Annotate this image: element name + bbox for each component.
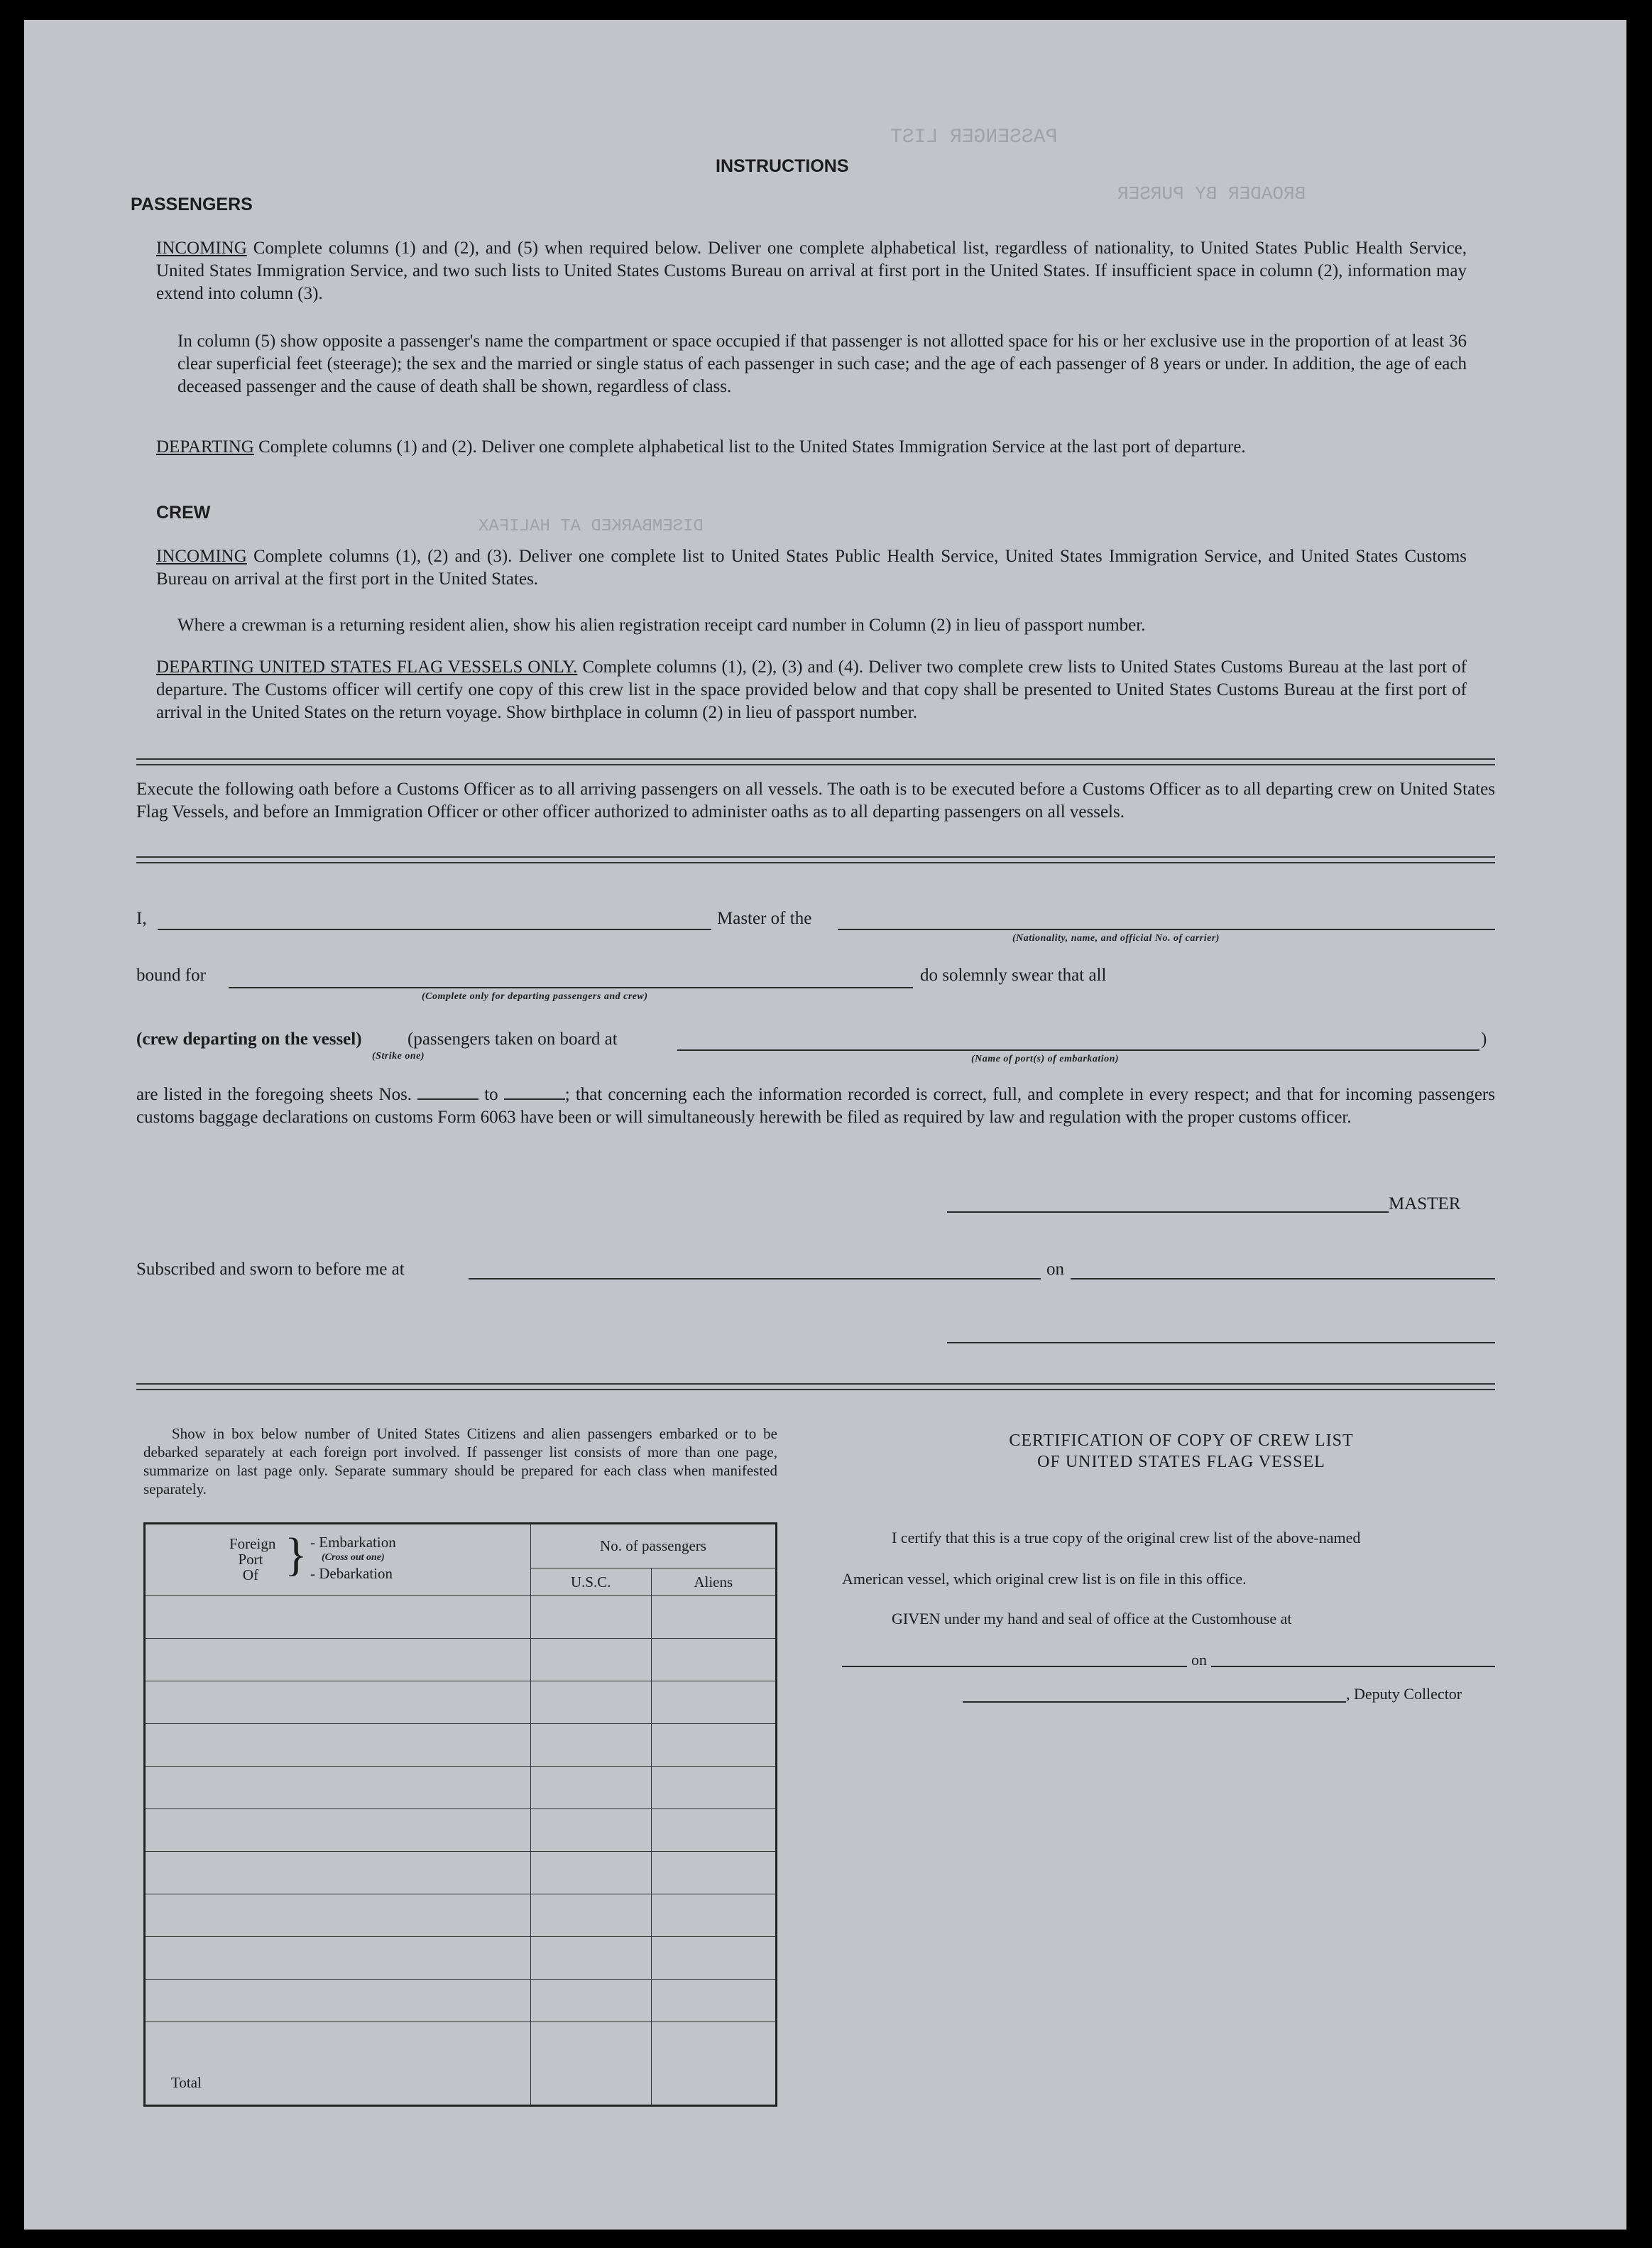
bound-for-field[interactable] <box>229 987 913 988</box>
section-divider <box>136 758 1495 765</box>
bleed-through-text: BROADER BY PURSER <box>1117 183 1306 204</box>
swear-text: do solemnly swear that all <box>920 966 1107 985</box>
table-row[interactable] <box>145 1724 777 1767</box>
passengers-departing-label: DEPARTING <box>156 437 254 457</box>
customhouse-field[interactable] <box>842 1666 1187 1667</box>
port-label: Port <box>238 1551 263 1568</box>
aliens-header: Aliens <box>651 1568 777 1596</box>
passengers-taken-option[interactable]: (passengers taken on board at <box>407 1030 618 1049</box>
passengers-column5-paragraph: In column (5) show opposite a passenger's name the compartment or space occupied if that passenger is not allotted space for his or her exclusive use in the proportion of at least 36 clear superficial feet (steerage); the sex and the married or single status of each passenger in such case; and the age of each passenger of 8 years or under. In addition, the age of each deceased passenger and the cause of death shall be shown, regardless of class. <box>177 332 1467 396</box>
section-divider <box>136 1383 1495 1390</box>
of-label: Of <box>242 1566 259 1583</box>
total-row[interactable] <box>145 2022 777 2106</box>
carrier-field[interactable] <box>838 929 1495 930</box>
master-label: MASTER <box>1389 1194 1461 1213</box>
crew-heading: CREW <box>156 503 211 523</box>
passenger-summary-table <box>143 1522 777 2107</box>
embarkation-label: - Embarkation <box>310 1534 396 1551</box>
certification-date-field[interactable] <box>1211 1666 1495 1667</box>
crew-departing-label: DEPARTING UNITED STATES FLAG VESSELS ONLY. <box>156 658 578 677</box>
table-row[interactable] <box>145 1681 777 1724</box>
usc-header: U.S.C. <box>530 1568 651 1596</box>
listed-text-a: are listed in the foregoing sheets Nos. <box>136 1085 412 1104</box>
table-row[interactable] <box>145 1809 777 1852</box>
crew-departing-option[interactable]: (crew departing on the vessel) <box>136 1030 362 1049</box>
sworn-place-field[interactable] <box>469 1278 1041 1279</box>
master-signature-field[interactable] <box>947 1211 1389 1213</box>
bleed-through-text: PASSENGER LIST <box>890 126 1058 148</box>
table-row[interactable] <box>145 1767 777 1809</box>
port-caption: (Name of port(s) of embarkation) <box>971 1054 1120 1064</box>
listed-text-b: ; that concerning each the information recorded is correct, full, and complete in every respect; and that for incoming passengers customs baggage declarations on customs Form 6063 have been or will simultaneously herewith be filed as required by law and regulation with the proper customs officer. <box>136 1085 1495 1127</box>
passengers-incoming-text: Complete columns (1) and (2), and (5) when required below. Deliver one complete alphabetical list, regardless of nationality, to United States Public Health Service, United States Immigration Service, and two such lists to United States Customs Bureau on arrival at first port in the United States. If insufficient space in column (2), information may extend into column (3). <box>156 239 1467 303</box>
no-of-passengers-header: No. of passengers <box>530 1524 776 1568</box>
document-page <box>24 20 1626 2230</box>
table-row[interactable] <box>145 1639 777 1681</box>
table-row[interactable] <box>145 1596 777 1639</box>
certify-line1: I certify that this is a true copy of the original crew list of the above-named <box>892 1529 1361 1546</box>
deputy-signature-field[interactable] <box>963 1701 1346 1703</box>
crew-departing-paragraph <box>156 656 1467 724</box>
certify-line2: American vessel, which original crew list is on file in this office. <box>842 1570 1247 1588</box>
certification-title <box>862 1430 1501 1473</box>
crew-incoming-paragraph <box>156 545 1467 591</box>
master-name-field[interactable] <box>158 929 711 930</box>
foreign-label: Foreign <box>229 1535 276 1552</box>
oath-i-label: I, <box>136 909 147 928</box>
bound-for-caption: (Complete only for departing passengers and crew) <box>422 991 648 1002</box>
passengers-departing-paragraph <box>156 436 1467 459</box>
passengers-incoming-paragraph <box>156 237 1467 305</box>
oath-intro-paragraph: Execute the following oath before a Customs Officer as to all arriving passengers on all vessels. The oath is to be executed before a Customs Officer as to all departing crew on United States Flag Vessels, and before an Immigration Officer or other officer authorized to administer oaths as to all departing passengers on all vessels. <box>136 780 1495 822</box>
bleed-through-text: DISEMBARKED AT HALIFAX <box>478 517 704 536</box>
subscribed-label: Subscribed and sworn to before me at <box>136 1260 405 1279</box>
listed-to: to <box>484 1085 498 1104</box>
master-of-label: Master of the <box>717 909 812 928</box>
certification-title-line1: CERTIFICATION OF COPY OF CREW LIST <box>1009 1431 1354 1450</box>
table-row[interactable] <box>145 1852 777 1894</box>
crew-incoming-text: Complete columns (1), (2) and (3). Deliver one complete list to United States Public Health Service, United States Immigration Service, and United States Customs Bureau on arrival at the first port in the United States. <box>156 547 1467 589</box>
cross-out-caption: (Cross out one) <box>322 1552 385 1563</box>
port-header-cell <box>145 1524 531 1596</box>
passengers-departing-text: Complete columns (1) and (2). Deliver one complete alphabetical list to the United States Immigration Service at the last port of departure. <box>258 437 1246 457</box>
crew-resident-paragraph: Where a crewman is a returning resident alien, show his alien registration receipt card number in Column (2) in lieu of passport number. <box>177 616 1146 635</box>
nationality-caption: (Nationality, name, and official No. of carrier) <box>1012 933 1220 944</box>
total-label: Total <box>145 2022 531 2106</box>
certification-on-label: on <box>1191 1651 1207 1669</box>
officer-signature-field[interactable] <box>947 1342 1495 1343</box>
brace-icon: } <box>285 1529 307 1581</box>
sworn-on-label: on <box>1046 1260 1064 1279</box>
deputy-collector-label: , Deputy Collector <box>1346 1685 1462 1703</box>
given-text: GIVEN under my hand and seal of office at the Customhouse at <box>892 1610 1292 1627</box>
listed-paragraph <box>136 1084 1495 1129</box>
table-row[interactable] <box>145 1980 777 2022</box>
bound-for-label: bound for <box>136 966 206 985</box>
sheet-from-field[interactable] <box>417 1084 478 1100</box>
sheet-to-field[interactable] <box>504 1084 565 1100</box>
sworn-date-field[interactable] <box>1071 1278 1495 1279</box>
table-row[interactable] <box>145 1937 777 1980</box>
table-row[interactable] <box>145 1894 777 1937</box>
summary-instructions: Show in box below number of United States Citizens and alien passengers embarked or to be debarked separately at each foreign port involved. If passenger list consists of more than one page, summarize on last page only. Separate summary should be prepared for each class when manifested separately. <box>143 1425 777 1497</box>
close-paren: ) <box>1481 1030 1487 1049</box>
page-title: INSTRUCTIONS <box>716 156 849 176</box>
crew-departing-text: Complete columns (1), (2), (3) and (4). Deliver two complete crew lists to United States Customs Bureau at the last port of departure. The Customs officer will certify one copy of this crew list in the space provided below and that copy shall be presented to United States Customs Bureau at the first port of arrival in the United States on the return voyage. Show birthplace in column (2) in lieu of passport number. <box>156 658 1467 722</box>
passengers-incoming-label: INCOMING <box>156 239 247 258</box>
section-divider <box>136 856 1495 863</box>
embarkation-port-field[interactable] <box>677 1049 1479 1051</box>
strike-one-caption: (Strike one) <box>372 1051 425 1062</box>
certification-title-line2: OF UNITED STATES FLAG VESSEL <box>1037 1453 1325 1471</box>
crew-incoming-label: INCOMING <box>156 547 247 566</box>
debarkation-label: - Debarkation <box>310 1565 393 1582</box>
passengers-heading: PASSENGERS <box>131 195 253 214</box>
